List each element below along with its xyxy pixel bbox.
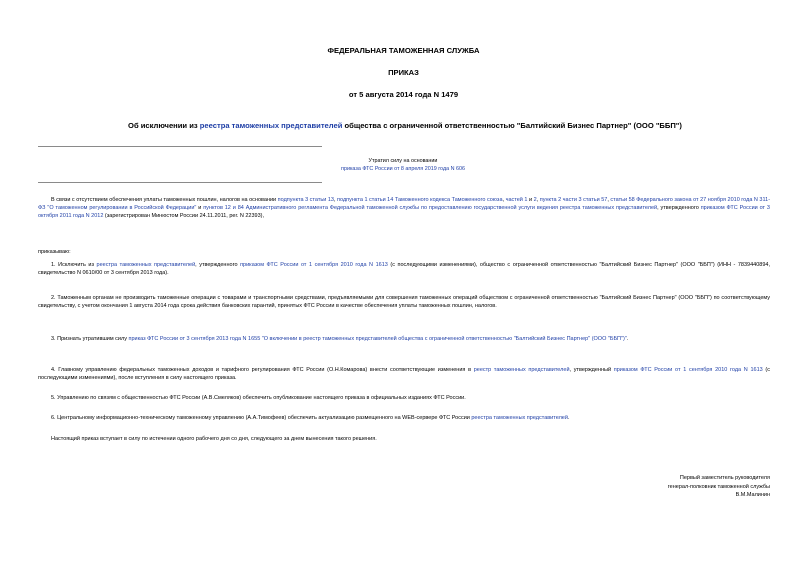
item-text: , утвержденного: [195, 262, 241, 268]
order-item-4: [38, 366, 770, 382]
signature-block: [470, 474, 770, 500]
preamble-text: ,: [607, 197, 611, 203]
preamble-link[interactable]: пункта 2 части 3 статьи 57: [539, 197, 608, 203]
item-text: .: [626, 336, 629, 342]
status-note-link[interactable]: приказа ФТС России от 8 апреля 2019 года N 606: [341, 166, 465, 172]
preamble-text: и: [527, 197, 534, 203]
item-text: , утвержденный: [569, 367, 614, 373]
status-note-text: Утратил силу на основании: [368, 158, 438, 164]
item-text: 5. Управлению по связям с общественностью ФТС России (А.В.Смеляков) обеспечить опубликование настоящего приказа в официальных изданиях ФТС России.: [51, 395, 466, 401]
status-note: [38, 157, 768, 173]
preamble-text: и: [196, 205, 204, 211]
order-1613-link[interactable]: приказом ФТС России от 1 сентября 2010 года N 1613: [613, 367, 763, 373]
preamble-text: , утвержденного: [657, 205, 701, 211]
registry-link[interactable]: реестра таможенных представителей: [96, 262, 196, 268]
signature-name: В.М.Малинин: [735, 492, 770, 498]
preamble-link[interactable]: 2: [533, 197, 537, 203]
registry-link[interactable]: реестра таможенных представителей: [471, 415, 568, 421]
title-registry-link[interactable]: реестра таможенных представителей: [199, 121, 343, 130]
document-title: [40, 121, 770, 130]
title-text-pre: Об исключении из: [128, 121, 200, 130]
order-item-5: [38, 394, 770, 402]
preamble-text: ,: [333, 197, 338, 203]
item-text: 2. Таможенным органам не производить таможенные операции с товарами и транспортными средствами, предъявляемыми для совершения таможенных операций обществом с ограниченной ответственностью "Балтийский Бизнес Партнер" (ООО "ББП") по соответствующему свидетельству, с учетом окончания 1 августа 2014 года срока действия банковских гарантий, принятых ФТС России в качестве обеспечения уплаты таможенных пошлин, налогов.: [38, 295, 770, 309]
item-text: 3. Признать утратившим силу: [51, 336, 129, 342]
order-item-2: [38, 294, 770, 310]
item-text: (с последующими изменениями), общество с ограниченной ответственностью "Балтийский Бизнес Партнер" (ООО "ББП") (ИНН - 7839440894, свидетельство N 0610/00 от 3 сентября 2013 года).: [38, 262, 770, 276]
registry-link[interactable]: реестр таможенных представителей: [473, 367, 570, 373]
item-text: 6. Центральному информационно-техническому таможенному управлению (А.А.Тимофеев) обеспечить актуализацию размещенного на WEB-сервере ФТС России: [51, 415, 472, 421]
order-item-3: [38, 335, 770, 343]
preamble-text: ,: [536, 197, 540, 203]
item-text: 1. Исключить из: [51, 262, 97, 268]
document-type-heading: ПРИКАЗ: [388, 68, 419, 77]
preamble-text: ,: [502, 197, 506, 203]
preamble-link[interactable]: частей 1: [505, 197, 528, 203]
preamble-text: (зарегистрирован Минюстом России 24.11.2011, рег. N 22393),: [103, 213, 265, 219]
item-text: 4. Главному управлению федеральных таможенных доходов и тарифного регулирования ФТС России (О.Н.Комарова) внести соответствующие изменения в: [51, 367, 474, 373]
preamble-link[interactable]: подпункта 1 статьи 14 Таможенного кодекса Таможенного союза: [337, 197, 503, 203]
preamble-link[interactable]: пунктов 12 и 84 Административного регламента Федеральной таможенной службы по предоставлению государственной услуги ведения реестра таможенных представителей: [203, 205, 658, 211]
item-text: (с последующими изменениями), после вступления в силу настоящего приказа.: [38, 367, 770, 381]
preamble-paragraph: [38, 196, 770, 220]
item-text: .: [567, 415, 570, 421]
order-item-6: [38, 414, 770, 422]
preamble-link[interactable]: подпункта 3 статьи 13: [277, 197, 334, 203]
preamble-link[interactable]: приказом ФТС России от 3 октября 2011 года N 2012: [38, 205, 770, 219]
divider-top: [38, 146, 322, 147]
signature-rank: генерал-полковник таможенной службы: [667, 483, 770, 490]
preamble-link[interactable]: статьи 58 Федерального закона от 27 ноября 2010 года N 311-ФЗ "О таможенном регулировании в Российской Федерации": [38, 197, 771, 211]
document-date-number: от 5 августа 2014 года N 1479: [348, 90, 459, 99]
preamble-text: В связи с отсутствием обеспечения уплаты таможенных пошлин, налогов на основании: [51, 197, 278, 203]
divider-bottom: [38, 182, 322, 183]
order-word: приказываю:: [38, 249, 71, 255]
order-1613-link[interactable]: приказом ФТС России от 1 сентября 2010 года N 1613: [240, 262, 388, 268]
agency-heading: ФЕДЕРАЛЬНАЯ ТАМОЖЕННАЯ СЛУЖБА: [327, 46, 480, 55]
title-text-post: общества с ограниченной ответственностью "Балтийский Бизнес Партнер" (ООО "ББП"): [342, 121, 682, 130]
order-item-1: [38, 261, 770, 277]
final-text: Настоящий приказ вступает в силу по истечении одного рабочего дня со дня, следующего за днем вынесения такого решения.: [51, 436, 377, 442]
signature-position: Первый заместитель руководителя: [679, 475, 770, 481]
order-1655-link[interactable]: приказ ФТС России от 3 сентября 2013 года N 1655 "О включении в реестр таможенных представителей общества с ограниченной ответственностью "Балтийский Бизнес Партнер" (ООО "ББП")": [128, 336, 627, 342]
final-paragraph: [38, 435, 770, 443]
